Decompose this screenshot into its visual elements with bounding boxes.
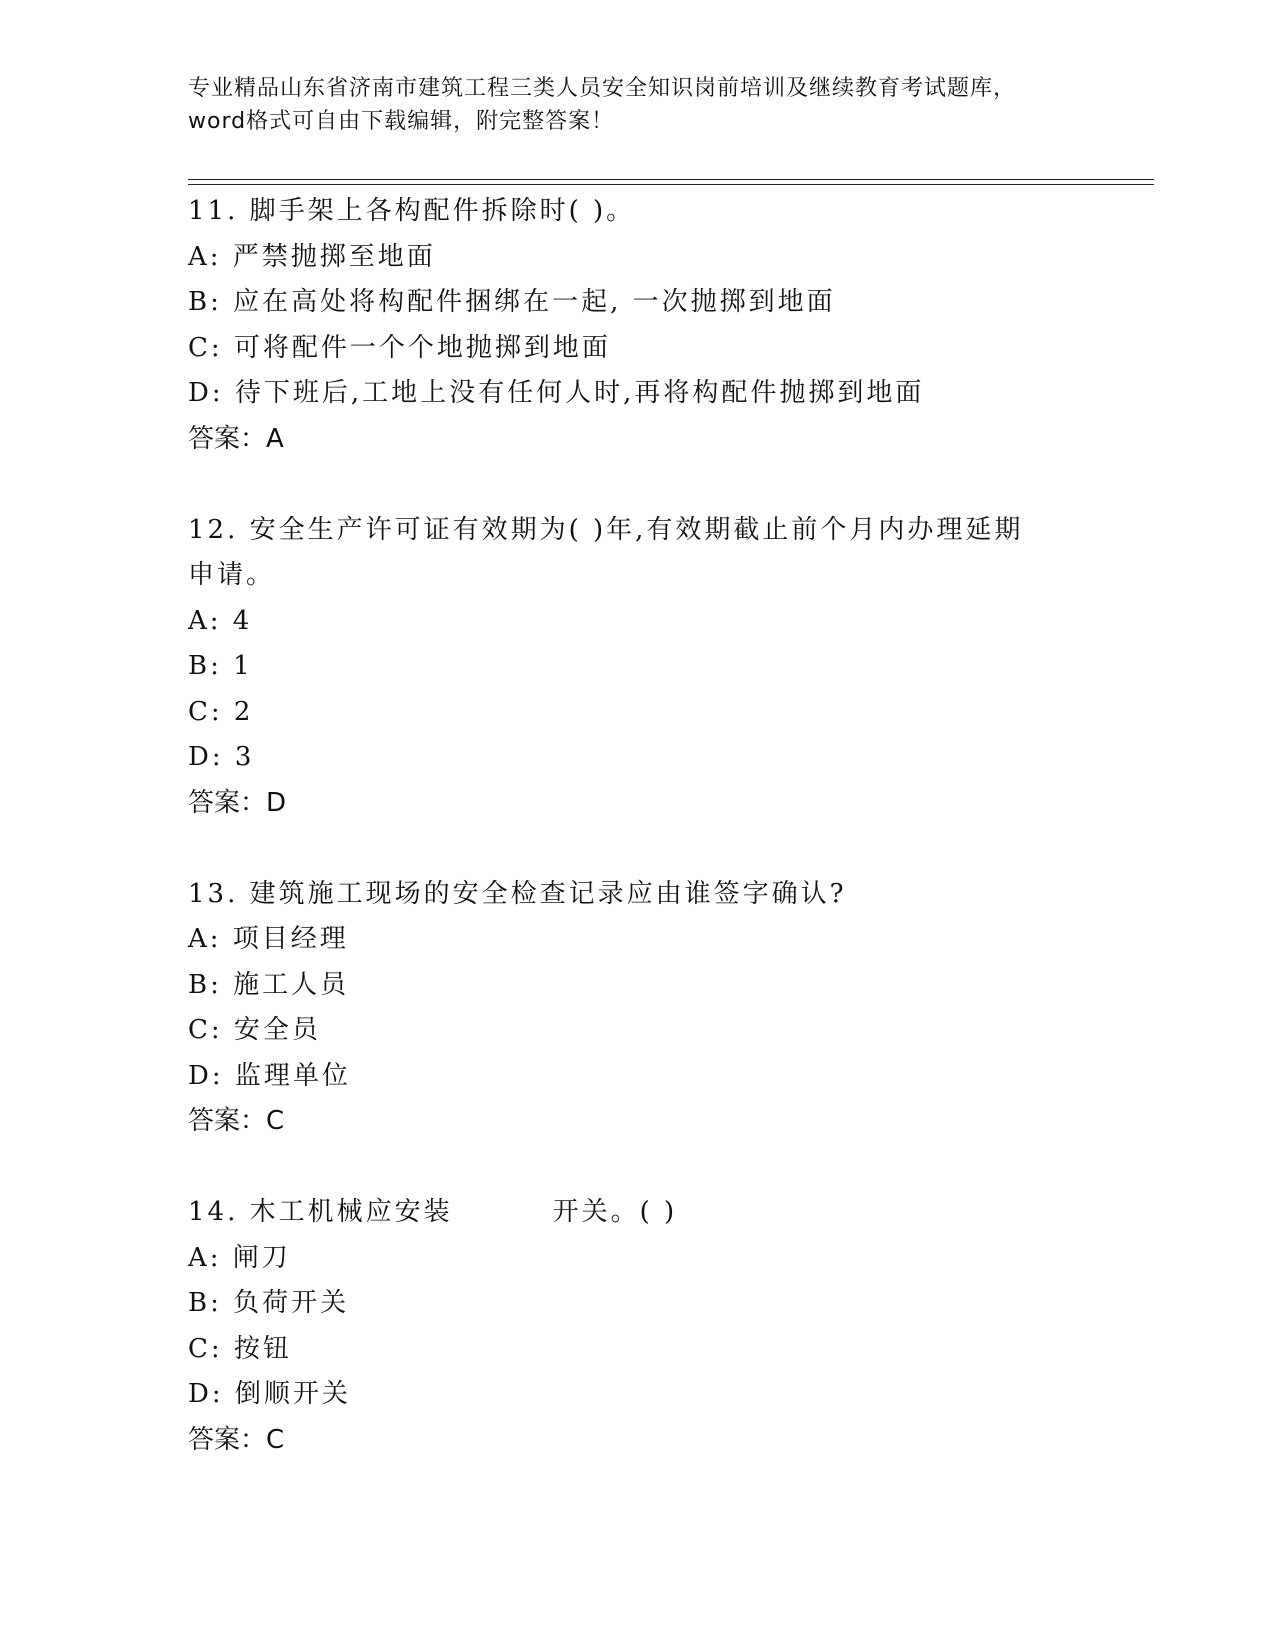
option-c: C: 按钮 [188, 1333, 292, 1364]
option-c: C: 2 [188, 696, 254, 727]
option-b: B: 1 [188, 651, 253, 681]
option-c: C: 可将配件一个个地抛掷到地面 [188, 332, 611, 363]
header-divider-bottom [188, 184, 1154, 185]
option-d: D: 监理单位 [188, 1060, 351, 1091]
answer: 答案：C [188, 1106, 285, 1136]
option-b: B: 应在高处将构配件捆绑在一起, 一次抛掷到地面 [188, 287, 836, 317]
question-stem-part-2: 开关。( ) [552, 1197, 678, 1227]
option-d: D: 3 [188, 742, 255, 772]
question-stem-line-1: 12. 安全生产许可证有效期为( )年,有效期截止前个月内办理延期 [188, 514, 1024, 545]
option-d: D: 待下班后,工地上没有任何人时,再将构配件抛掷到地面 [188, 378, 925, 408]
question-stem-line-2: 申请。 [188, 560, 276, 590]
header-line-2: word格式可自由下载编辑，附完整答案！ [188, 109, 615, 134]
question-list [188, 189, 1088, 1463]
option-a: A: 项目经理 [188, 924, 349, 954]
answer: 答案：D [188, 787, 287, 818]
question-stem-part-1: 14. 木工机械应安装 [188, 1197, 453, 1227]
question-14 [188, 1190, 1088, 1463]
question-stem: 13. 建筑施工现场的安全检查记录应由谁签字确认? [188, 878, 847, 909]
option-a: A: 闸刀 [188, 1242, 291, 1273]
answer: 答案：C [188, 1424, 285, 1455]
document-header [188, 72, 1088, 138]
question-11 [188, 189, 1088, 462]
option-d: D: 倒顺开关 [188, 1379, 351, 1409]
question-stem: 11. 脚手架上各构配件拆除时( )。 [188, 196, 636, 226]
option-c: C: 安全员 [188, 1015, 321, 1045]
header-line-1: 专业精品山东省济南市建筑工程三类人员安全知识岗前培训及继续教育考试题库， [188, 76, 1017, 101]
option-a: A: 4 [188, 605, 253, 636]
option-b: B: 负荷开关 [188, 1288, 350, 1318]
question-13 [188, 872, 1088, 1145]
answer: 答案：A [188, 423, 284, 454]
question-stem [188, 1190, 1088, 1236]
option-b: B: 施工人员 [188, 969, 350, 1000]
question-12 [188, 508, 1088, 827]
header-divider-top [188, 179, 1154, 180]
option-a: A: 严禁抛掷至地面 [188, 241, 436, 272]
